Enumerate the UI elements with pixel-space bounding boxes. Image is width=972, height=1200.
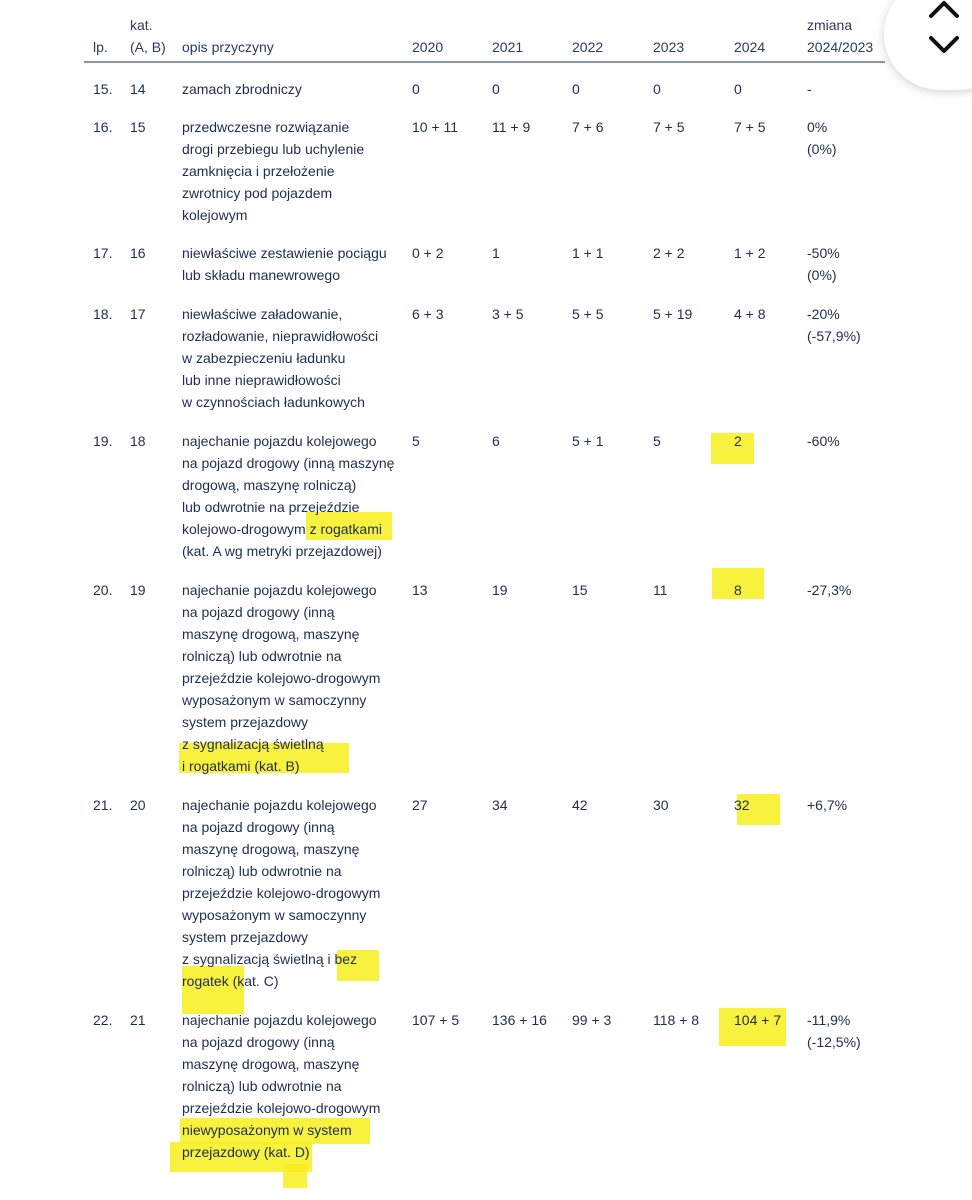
row-description-line: zamknięcia i przełożenie <box>182 163 335 179</box>
row-description-line: w czynnościach ładunkowych <box>182 394 365 410</box>
header-year-2023: 2023 <box>653 39 685 55</box>
header-change-line1: zmiana <box>807 17 853 33</box>
row-category: 16 <box>130 245 146 261</box>
row-description-line: zamach zbrodniczy <box>182 81 302 97</box>
row-description-line: rogatek (kat. C) <box>182 973 279 989</box>
row-category: 19 <box>130 582 146 598</box>
row-value-2024: 8 <box>734 582 742 598</box>
row-value-2020: 0 <box>412 81 420 97</box>
row-change: (-57,9%) <box>807 328 861 344</box>
row-value-2022: 7 + 6 <box>572 119 604 135</box>
row-change: - <box>807 81 812 97</box>
row-description-line: z sygnalizacją świetlną i bez <box>182 951 358 967</box>
row-value-2024: 0 <box>734 81 742 97</box>
row-description-line: drogi przebiegu lub uchylenie <box>182 141 365 157</box>
header-kat-line2: (A, B) <box>130 39 166 55</box>
row-description-line: niewyposażonym w system <box>182 1122 352 1138</box>
row-category: 14 <box>130 81 146 97</box>
row-value-2022: 15 <box>572 582 588 598</box>
row-value-2023: 5 + 19 <box>653 306 693 322</box>
header-lp: lp. <box>93 39 108 55</box>
header-year-2024: 2024 <box>734 39 766 55</box>
row-change: (0%) <box>807 141 837 157</box>
row-description-line: drogową, maszynę rolniczą) <box>182 477 357 493</box>
row-value-2023: 118 + 8 <box>653 1012 700 1028</box>
row-value-2021: 34 <box>492 797 508 813</box>
row-value-2023: 11 <box>653 582 668 598</box>
row-value-2024: 1 + 2 <box>734 245 766 261</box>
row-description-line: maszynę drogową, maszynę <box>182 626 360 642</box>
header-kat-line1: kat. <box>130 17 153 33</box>
row-description-line: niewłaściwe załadowanie, <box>182 306 343 322</box>
header-year-2021: 2021 <box>492 39 524 55</box>
row-value-2022: 1 + 1 <box>572 245 604 261</box>
row-value-2024: 32 <box>734 797 750 813</box>
row-value-2021: 3 + 5 <box>492 306 524 322</box>
header-divider <box>84 61 885 63</box>
row-description-line: lub odwrotnie na przejeździe <box>182 499 360 515</box>
row-change: -50% <box>807 245 840 261</box>
table-header <box>0 0 972 62</box>
row-lp: 18. <box>93 306 113 322</box>
row-lp: 16. <box>93 119 113 135</box>
row-value-2021: 6 <box>492 433 500 449</box>
scroll-widget <box>884 0 972 90</box>
row-value-2023: 5 <box>653 433 661 449</box>
row-description-line: zwrotnicy pod pojazdem <box>182 185 333 201</box>
row-value-2023: 30 <box>653 797 669 813</box>
row-value-2021: 1 <box>492 245 500 261</box>
row-value-2022: 42 <box>572 797 588 813</box>
row-change: (-12,5%) <box>807 1034 861 1050</box>
row-category: 21 <box>130 1012 146 1028</box>
row-value-2023: 7 + 5 <box>653 119 685 135</box>
row-description-line: lub inne nieprawidłowości <box>182 372 341 388</box>
header-description: opis przyczyny <box>182 39 274 55</box>
header-year-2020: 2020 <box>412 39 444 55</box>
row-description-line: przejazdowy (kat. D) <box>182 1144 310 1160</box>
row-description-line: na pojazd drogowy (inną <box>182 604 335 620</box>
row-category: 15 <box>130 119 146 135</box>
row-value-2022: 99 + 3 <box>572 1012 612 1028</box>
row-value-2020: 6 + 3 <box>412 306 444 322</box>
row-change: (0%) <box>807 267 837 283</box>
row-description-line: z sygnalizacją świetlną <box>182 736 324 752</box>
row-lp: 21. <box>93 797 113 813</box>
row-description-line: najechanie pojazdu kolejowego <box>182 1012 377 1028</box>
row-description-line: najechanie pojazdu kolejowego <box>182 582 377 598</box>
row-description-line: na pojazd drogowy (inną <box>182 1034 335 1050</box>
row-value-2021: 136 + 16 <box>492 1012 547 1028</box>
row-lp: 19. <box>93 433 113 449</box>
row-value-2024: 104 + 7 <box>734 1012 782 1028</box>
row-lp: 15. <box>93 81 113 97</box>
chevron-up-icon <box>928 0 960 22</box>
scroll-down-button[interactable] <box>928 32 960 56</box>
row-description-line: na pojazd drogowy (inną <box>182 819 335 835</box>
row-value-2022: 5 + 1 <box>572 433 604 449</box>
row-description-line: system przejazdowy <box>182 929 309 945</box>
row-description-line: lub składu manewrowego <box>182 267 340 283</box>
row-description-line: przejeździe kolejowo-drogowym <box>182 670 381 686</box>
row-description-line: kolejowym <box>182 207 248 223</box>
row-value-2021: 19 <box>492 582 508 598</box>
row-value-2020: 107 + 5 <box>412 1012 460 1028</box>
row-description-line: maszynę drogową, maszynę <box>182 1056 360 1072</box>
header-change-line2: 2024/2023 <box>807 39 874 55</box>
row-description-line: rozładowanie, nieprawidłowości <box>182 328 379 344</box>
row-value-2020: 27 <box>412 797 428 813</box>
row-description-line: rolniczą) lub odwrotnie na <box>182 648 342 664</box>
row-description-line: wyposażonym w samoczynny <box>182 692 367 708</box>
row-value-2020: 10 + 11 <box>412 119 459 135</box>
row-description-line: przedwczesne rozwiązanie <box>182 119 350 135</box>
row-description-line: i rogatkami (kat. B) <box>182 758 300 774</box>
row-description-line: przejeździe kolejowo-drogowym <box>182 1100 381 1116</box>
chevron-down-icon <box>928 32 960 56</box>
row-change: -11,9% <box>807 1012 851 1028</box>
highlight-mark <box>283 1164 307 1188</box>
row-description-line: system przejazdowy <box>182 714 309 730</box>
row-value-2020: 13 <box>412 582 428 598</box>
row-description-line: przejeździe kolejowo-drogowym <box>182 885 381 901</box>
row-description-line: maszynę drogową, maszynę <box>182 841 360 857</box>
row-value-2020: 0 + 2 <box>412 245 444 261</box>
row-category: 20 <box>130 797 146 813</box>
row-description-line: najechanie pojazdu kolejowego <box>182 797 377 813</box>
row-description-line: rolniczą) lub odwrotnie na <box>182 1078 342 1094</box>
row-change: -27,3% <box>807 582 852 598</box>
row-description-line: niewłaściwe zestawienie pociągu <box>182 245 387 261</box>
row-description-line: kolejowo-drogowym z rogatkami <box>182 521 382 537</box>
row-value-2024: 4 + 8 <box>734 306 766 322</box>
row-description-line: wyposażonym w samoczynny <box>182 907 367 923</box>
row-value-2024: 2 <box>734 433 742 449</box>
row-change: -20% <box>807 306 840 322</box>
row-category: 18 <box>130 433 146 449</box>
row-value-2020: 5 <box>412 433 420 449</box>
row-lp: 17. <box>93 245 113 261</box>
row-description-line: najechanie pojazdu kolejowego <box>182 433 377 449</box>
row-value-2024: 7 + 5 <box>734 119 766 135</box>
row-value-2021: 0 <box>492 81 500 97</box>
highlight-mark <box>711 433 754 464</box>
scroll-up-button[interactable] <box>928 0 960 22</box>
row-value-2022: 0 <box>572 81 580 97</box>
row-lp: 20. <box>93 582 113 598</box>
row-category: 17 <box>130 306 146 322</box>
header-year-2022: 2022 <box>572 39 604 55</box>
row-description-line: rolniczą) lub odwrotnie na <box>182 863 342 879</box>
row-value-2022: 5 + 5 <box>572 306 604 322</box>
row-value-2021: 11 + 9 <box>492 119 531 135</box>
row-lp: 22. <box>93 1012 113 1028</box>
row-change: -60% <box>807 433 840 449</box>
row-description-line: na pojazd drogowy (inną maszynę <box>182 455 395 471</box>
row-description-line: w zabezpieczeniu ładunku <box>182 350 346 366</box>
row-value-2023: 0 <box>653 81 661 97</box>
row-description-line: (kat. A wg metryki przejazdowej) <box>182 543 382 559</box>
row-change: +6,7% <box>807 797 848 813</box>
row-value-2023: 2 + 2 <box>653 245 685 261</box>
row-change: 0% <box>807 119 828 135</box>
